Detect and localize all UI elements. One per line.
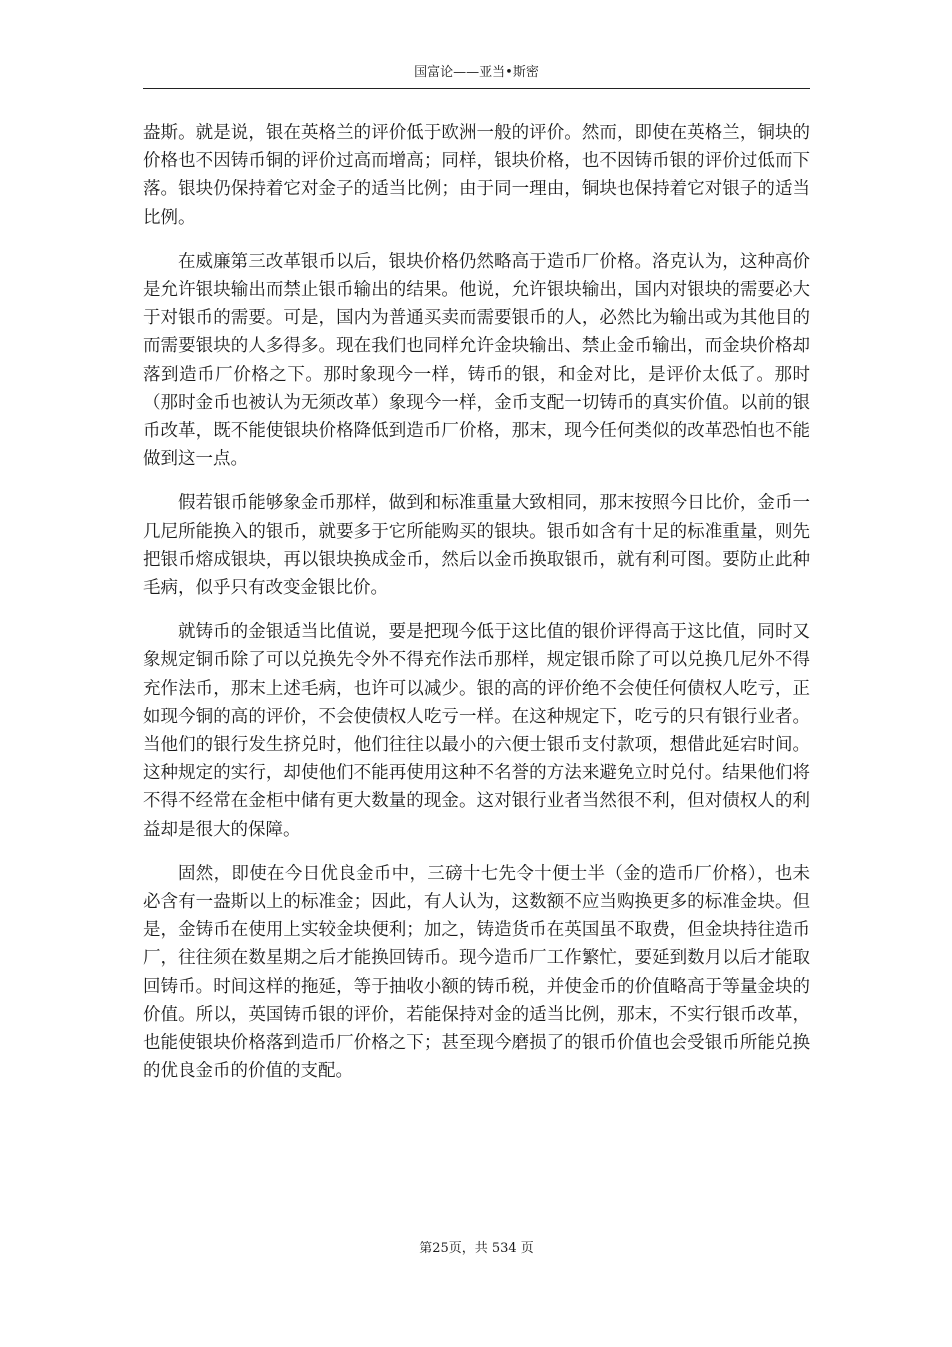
page-number: 第25页，共 534 页 — [419, 1241, 534, 1256]
header-divider — [143, 88, 810, 89]
running-header: 国富论——亚当•斯密 — [414, 65, 539, 80]
paragraph: 固然，即使在今日优良金币中，三磅十七先令十便士半（金的造币厂价格），也未必含有一盎斯以上的标准金；因此，有人认为，这数额不应当购换更多的标准金块。但是，金铸币在使用上实较金块便利；加之，铸造货币在英国虽不取费，但金块持往造币厂，往往须在数星期之后才能换回铸币。现今造币厂工作繁忙，要延到数月以后才能取回铸币。时间这样的拖延，等于抽收小额的铸币税，并使金币的价值略高于等量金块的价值。所以，英国铸币银的评价，若能保持对金的适当比例，那末，不实行银币改革，也能使银块价格落到造币厂价格之下；甚至现今磨损了的银币价值也会受银币所能兑换的优良金币的价值的支配。 — [143, 863, 810, 1082]
paragraph: 在威廉第三改革银币以后，银块价格仍然略高于造币厂价格。洛克认为，这种高价是允许银块输出而禁止银币输出的结果。他说，允许银块输出，国内对银块的需要必大于对银币的需要。可是，国内为普通买卖而需要银币的人，必然比为输出或为其他目的而需要银块的人多得多。现在我们也同样允许金块输出、禁止金币输出，而金块价格却落到造币厂价格之下。那时象现今一样，铸币的银，和金对比，是评价太低了。那时（那时金币也被认为无须改革）象现今一样，金币支配一切铸币的真实价值。以前的银币改革，既不能使银块价格降低到造币厂价格，那末，现今任何类似的改革恐怕也不能做到这一点。 — [143, 251, 810, 470]
paragraph: 假若银币能够象金币那样，做到和标准重量大致相同，那末按照今日比价，金币一几尼所能换入的银币，就要多于它所能购买的银块。银币如含有十足的标准重量，则先把银币熔成银块，再以银块换成金币，然后以金币换取银币，就有利可图。要防止此种毛病，似乎只有改变金银比价。 — [143, 493, 810, 599]
paragraph: 就铸币的金银适当比值说，要是把现今低于这比值的银价评得高于这比值，同时又象规定铜币除了可以兑换先令外不得充作法币那样，规定银币除了可以兑换几尼外不得充作法币，那末上述毛病，也许可以减少。银的高的评价绝不会使任何债权人吃亏，正如现今铜的高的评价，不会使债权人吃亏一样。在这种规定下，吃亏的只有银行业者。当他们的银行发生挤兑时，他们往往以最小的六便士银币支付款项，想借此延宕时间。这种规定的实行，却使他们不能再使用这种不名誉的方法来避免立时兑付。结果他们将不得不经常在金柜中储有更大数量的现金。这对银行业者当然很不利，但对债权人的利益却是很大的保障。 — [143, 622, 810, 840]
paragraph-continuation: 盎斯。就是说，银在英格兰的评价低于欧洲一般的评价。然而，即使在英格兰，铜块的价格也不因铸币铜的评价过高而增高；同样，银块价格，也不因铸币银的评价过低而下落。银块仍保持着它对金子的适当比例；由于同一理由，铜块也保持着它对银子的适当比例。 — [143, 123, 810, 228]
page-body — [143, 119, 810, 1102]
